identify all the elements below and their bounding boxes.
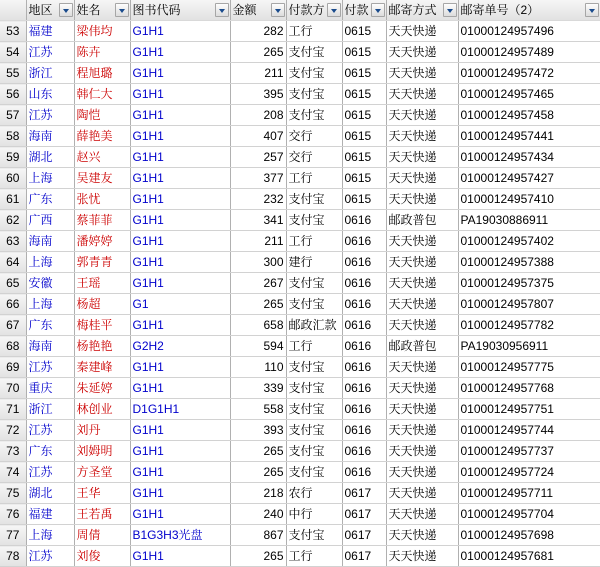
cell-ship[interactable]: 天天快递: [386, 273, 458, 294]
cell-payno[interactable]: 0617: [342, 525, 386, 546]
cell-ship[interactable]: 天天快递: [386, 147, 458, 168]
row-header-cell[interactable]: 53: [0, 21, 26, 42]
cell-track[interactable]: 01000124957458: [458, 105, 600, 126]
cell-payno[interactable]: 0616: [342, 252, 386, 273]
cell-track[interactable]: 01000124957768: [458, 378, 600, 399]
cell-ship[interactable]: 天天快递: [386, 378, 458, 399]
cell-amount[interactable]: 265: [230, 462, 286, 483]
cell-payno[interactable]: 0615: [342, 105, 386, 126]
table-body: [0, 21, 600, 567]
table-row[interactable]: [0, 378, 600, 399]
cell-name[interactable]: 周倩: [74, 525, 130, 546]
cell-track[interactable]: 01000124957744: [458, 420, 600, 441]
cell-payno[interactable]: 0617: [342, 483, 386, 504]
cell-payno[interactable]: 0615: [342, 126, 386, 147]
cell-region[interactable]: 海南: [26, 126, 74, 147]
row-header-cell[interactable]: 66: [0, 294, 26, 315]
cell-name[interactable]: 方圣堂: [74, 462, 130, 483]
cell-amount[interactable]: 211: [230, 63, 286, 84]
table-row[interactable]: [0, 462, 600, 483]
cell-name[interactable]: 秦建峰: [74, 357, 130, 378]
cell-code[interactable]: B1G3H3光盘: [130, 525, 230, 546]
table-row[interactable]: [0, 399, 600, 420]
row-header-cell[interactable]: 67: [0, 315, 26, 336]
cell-pay[interactable]: 支付宝: [286, 63, 342, 84]
row-header-cell[interactable]: 70: [0, 378, 26, 399]
cell-ship[interactable]: 天天快递: [386, 168, 458, 189]
cell-track[interactable]: 01000124957775: [458, 357, 600, 378]
row-header-cell[interactable]: 63: [0, 231, 26, 252]
cell-pay[interactable]: 工行: [286, 231, 342, 252]
cell-name[interactable]: 梅桂平: [74, 315, 130, 336]
cell-code[interactable]: G1H1: [130, 189, 230, 210]
table-row[interactable]: [0, 357, 600, 378]
cell-name[interactable]: 郭青青: [74, 252, 130, 273]
cell-code[interactable]: D1G1H1: [130, 399, 230, 420]
table-row[interactable]: [0, 273, 600, 294]
row-header-cell[interactable]: 68: [0, 336, 26, 357]
cell-region[interactable]: 福建: [26, 21, 74, 42]
cell-region[interactable]: 上海: [26, 525, 74, 546]
cell-amount[interactable]: 395: [230, 84, 286, 105]
row-header-cell[interactable]: 64: [0, 252, 26, 273]
cell-region[interactable]: 上海: [26, 294, 74, 315]
cell-pay[interactable]: 支付宝: [286, 84, 342, 105]
cell-region[interactable]: 重庆: [26, 378, 74, 399]
cell-region[interactable]: 海南: [26, 231, 74, 252]
table-row[interactable]: [0, 546, 600, 567]
column-header-payno-label: 付款: [344, 3, 369, 17]
cell-ship[interactable]: 天天快递: [386, 483, 458, 504]
cell-payno[interactable]: 0615: [342, 84, 386, 105]
table-row[interactable]: [0, 315, 600, 336]
cell-track[interactable]: 01000124957724: [458, 462, 600, 483]
cell-payno[interactable]: 0616: [342, 441, 386, 462]
cell-track[interactable]: 01000124957375: [458, 273, 600, 294]
cell-track[interactable]: 01000124957441: [458, 126, 600, 147]
cell-region[interactable]: 广东: [26, 189, 74, 210]
cell-track[interactable]: 01000124957711: [458, 483, 600, 504]
cell-ship[interactable]: 天天快递: [386, 63, 458, 84]
table-row[interactable]: [0, 294, 600, 315]
table-row[interactable]: [0, 126, 600, 147]
cell-name[interactable]: 潘婷婷: [74, 231, 130, 252]
table-row[interactable]: [0, 168, 600, 189]
cell-pay[interactable]: 工行: [286, 546, 342, 567]
cell-amount[interactable]: 110: [230, 357, 286, 378]
column-header-track-label: 邮寄单号（2）: [460, 3, 540, 17]
cell-region[interactable]: 广东: [26, 441, 74, 462]
cell-name[interactable]: 杨超: [74, 294, 130, 315]
filter-dropdown-icon-region[interactable]: [59, 3, 73, 17]
cell-pay[interactable]: 支付宝: [286, 273, 342, 294]
cell-code[interactable]: G1H1: [130, 441, 230, 462]
row-header-cell[interactable]: 54: [0, 42, 26, 63]
cell-code[interactable]: G1H1: [130, 147, 230, 168]
cell-amount[interactable]: 594: [230, 336, 286, 357]
cell-pay[interactable]: 支付宝: [286, 399, 342, 420]
column-header-region[interactable]: [26, 0, 74, 21]
cell-ship[interactable]: 天天快递: [386, 126, 458, 147]
table-row[interactable]: [0, 231, 600, 252]
table-row[interactable]: [0, 483, 600, 504]
cell-pay[interactable]: 支付宝: [286, 189, 342, 210]
cell-amount[interactable]: 265: [230, 546, 286, 567]
cell-name[interactable]: 陈卉: [74, 42, 130, 63]
cell-code[interactable]: G1: [130, 294, 230, 315]
column-header-amount-label: 金额: [232, 3, 257, 17]
cell-payno[interactable]: 0616: [342, 399, 386, 420]
row-header-cell[interactable]: 60: [0, 168, 26, 189]
cell-region[interactable]: 安徽: [26, 273, 74, 294]
cell-region[interactable]: 广东: [26, 315, 74, 336]
cell-pay[interactable]: 农行: [286, 483, 342, 504]
cell-code[interactable]: G1H1: [130, 483, 230, 504]
cell-name[interactable]: 赵兴: [74, 147, 130, 168]
cell-name[interactable]: 刘俊: [74, 546, 130, 567]
cell-track[interactable]: 01000124957698: [458, 525, 600, 546]
row-header-cell[interactable]: 57: [0, 105, 26, 126]
cell-pay[interactable]: 支付宝: [286, 42, 342, 63]
cell-track[interactable]: 01000124957496: [458, 21, 600, 42]
cell-track[interactable]: 01000124957427: [458, 168, 600, 189]
cell-region[interactable]: 江苏: [26, 105, 74, 126]
cell-region[interactable]: 江苏: [26, 462, 74, 483]
cell-pay[interactable]: 支付宝: [286, 441, 342, 462]
cell-amount[interactable]: 377: [230, 168, 286, 189]
table-row[interactable]: [0, 210, 600, 231]
cell-payno[interactable]: 0615: [342, 189, 386, 210]
cell-code[interactable]: G1H1: [130, 168, 230, 189]
cell-name[interactable]: 程旭璐: [74, 63, 130, 84]
cell-code[interactable]: G1H1: [130, 420, 230, 441]
cell-pay[interactable]: 支付宝: [286, 525, 342, 546]
cell-ship[interactable]: 天天快递: [386, 525, 458, 546]
cell-amount[interactable]: 267: [230, 273, 286, 294]
cell-code[interactable]: G1H1: [130, 252, 230, 273]
cell-code[interactable]: G1H1: [130, 504, 230, 525]
table-row[interactable]: [0, 63, 600, 84]
row-header-cell[interactable]: 76: [0, 504, 26, 525]
table-row[interactable]: [0, 21, 600, 42]
cell-code[interactable]: G1H1: [130, 210, 230, 231]
cell-ship[interactable]: 天天快递: [386, 252, 458, 273]
cell-amount[interactable]: 232: [230, 189, 286, 210]
cell-payno[interactable]: 0615: [342, 63, 386, 84]
cell-code[interactable]: G1H1: [130, 357, 230, 378]
cell-region[interactable]: 福建: [26, 504, 74, 525]
cell-ship[interactable]: 天天快递: [386, 462, 458, 483]
cell-region[interactable]: 广西: [26, 210, 74, 231]
column-header-amount[interactable]: [230, 0, 286, 21]
cell-ship[interactable]: 邮政普包: [386, 336, 458, 357]
table-row[interactable]: [0, 252, 600, 273]
column-header-region-label: 地区: [28, 3, 53, 17]
cell-code[interactable]: G1H1: [130, 462, 230, 483]
filter-dropdown-icon-payno[interactable]: [371, 3, 385, 17]
cell-ship[interactable]: 天天快递: [386, 294, 458, 315]
cell-ship[interactable]: 天天快递: [386, 399, 458, 420]
cell-name[interactable]: 朱延婷: [74, 378, 130, 399]
cell-payno[interactable]: 0616: [342, 336, 386, 357]
cell-ship[interactable]: 天天快递: [386, 420, 458, 441]
cell-pay[interactable]: 支付宝: [286, 462, 342, 483]
column-header-code[interactable]: [130, 0, 230, 21]
cell-amount[interactable]: 265: [230, 294, 286, 315]
row-header-cell[interactable]: 55: [0, 63, 26, 84]
cell-region[interactable]: 上海: [26, 252, 74, 273]
column-header-pay[interactable]: [286, 0, 342, 21]
cell-pay[interactable]: 工行: [286, 21, 342, 42]
column-header-pay-label: 付款方: [288, 3, 325, 17]
cell-name[interactable]: 王若禹: [74, 504, 130, 525]
header-row: [0, 0, 600, 21]
table-header: [0, 0, 600, 21]
cell-region[interactable]: 浙江: [26, 399, 74, 420]
cell-code[interactable]: G1H1: [130, 231, 230, 252]
cell-ship[interactable]: 天天快递: [386, 21, 458, 42]
cell-payno[interactable]: 0616: [342, 294, 386, 315]
cell-payno[interactable]: 0616: [342, 231, 386, 252]
row-header-cell[interactable]: 75: [0, 483, 26, 504]
column-header-ship-label: 邮寄方式: [388, 3, 437, 17]
cell-pay[interactable]: 交行: [286, 126, 342, 147]
cell-name[interactable]: 陶恺: [74, 105, 130, 126]
row-header-cell[interactable]: 65: [0, 273, 26, 294]
table-row[interactable]: [0, 525, 600, 546]
cell-name[interactable]: 王华: [74, 483, 130, 504]
cell-name[interactable]: 杨艳艳: [74, 336, 130, 357]
filter-dropdown-icon-ship[interactable]: [443, 3, 457, 17]
cell-amount[interactable]: 393: [230, 420, 286, 441]
cell-ship[interactable]: 天天快递: [386, 504, 458, 525]
cell-amount[interactable]: 341: [230, 210, 286, 231]
cell-pay[interactable]: 工行: [286, 168, 342, 189]
cell-ship[interactable]: 天天快递: [386, 42, 458, 63]
cell-code[interactable]: G1H1: [130, 315, 230, 336]
cell-pay[interactable]: 支付宝: [286, 378, 342, 399]
cell-region[interactable]: 湖北: [26, 483, 74, 504]
cell-name[interactable]: 蔡菲菲: [74, 210, 130, 231]
table-row[interactable]: [0, 441, 600, 462]
cell-name[interactable]: 吴建友: [74, 168, 130, 189]
cell-track[interactable]: PA19030886911: [458, 210, 600, 231]
cell-code[interactable]: G1H1: [130, 42, 230, 63]
cell-amount[interactable]: 300: [230, 252, 286, 273]
cell-code[interactable]: G2H2: [130, 336, 230, 357]
cell-amount[interactable]: 282: [230, 21, 286, 42]
cell-region[interactable]: 江苏: [26, 420, 74, 441]
cell-name[interactable]: 梁伟均: [74, 21, 130, 42]
cell-track[interactable]: 01000124957751: [458, 399, 600, 420]
table-row[interactable]: [0, 336, 600, 357]
corner-select-all[interactable]: [0, 0, 26, 21]
cell-ship[interactable]: 天天快递: [386, 357, 458, 378]
cell-code[interactable]: G1H1: [130, 105, 230, 126]
cell-amount[interactable]: 867: [230, 525, 286, 546]
cell-track[interactable]: 01000124957388: [458, 252, 600, 273]
cell-ship[interactable]: 天天快递: [386, 189, 458, 210]
column-header-name-label: 姓名: [76, 3, 101, 17]
table-row[interactable]: [0, 189, 600, 210]
cell-region[interactable]: 江苏: [26, 357, 74, 378]
cell-payno[interactable]: 0615: [342, 168, 386, 189]
cell-pay[interactable]: 工行: [286, 336, 342, 357]
cell-payno[interactable]: 0615: [342, 147, 386, 168]
table-row[interactable]: [0, 84, 600, 105]
row-header-cell[interactable]: 77: [0, 525, 26, 546]
cell-payno[interactable]: 0615: [342, 21, 386, 42]
cell-code[interactable]: G1H1: [130, 546, 230, 567]
filter-dropdown-icon-amount[interactable]: [271, 3, 285, 17]
cell-payno[interactable]: 0616: [342, 273, 386, 294]
cell-track[interactable]: 01000124957472: [458, 63, 600, 84]
filter-dropdown-icon-track[interactable]: [585, 3, 599, 17]
cell-name[interactable]: 张忧: [74, 189, 130, 210]
table-row[interactable]: [0, 420, 600, 441]
cell-payno[interactable]: 0615: [342, 42, 386, 63]
cell-pay[interactable]: 建行: [286, 252, 342, 273]
table-row[interactable]: [0, 504, 600, 525]
cell-code[interactable]: G1H1: [130, 378, 230, 399]
cell-payno[interactable]: 0616: [342, 357, 386, 378]
cell-track[interactable]: PA19030956911: [458, 336, 600, 357]
cell-ship[interactable]: 天天快递: [386, 105, 458, 126]
cell-pay[interactable]: 支付宝: [286, 420, 342, 441]
cell-track[interactable]: 01000124957402: [458, 231, 600, 252]
row-header-cell[interactable]: 74: [0, 462, 26, 483]
table-row[interactable]: [0, 42, 600, 63]
cell-amount[interactable]: 240: [230, 504, 286, 525]
cell-code[interactable]: G1H1: [130, 63, 230, 84]
column-header-payno[interactable]: [342, 0, 386, 21]
row-header-cell[interactable]: 58: [0, 126, 26, 147]
cell-ship[interactable]: 天天快递: [386, 546, 458, 567]
cell-region[interactable]: 湖北: [26, 147, 74, 168]
cell-ship[interactable]: 天天快递: [386, 231, 458, 252]
cell-payno[interactable]: 0617: [342, 546, 386, 567]
cell-amount[interactable]: 218: [230, 483, 286, 504]
cell-track[interactable]: 01000124957434: [458, 147, 600, 168]
table-row[interactable]: [0, 105, 600, 126]
cell-pay[interactable]: 邮政汇款: [286, 315, 342, 336]
row-header-cell[interactable]: 69: [0, 357, 26, 378]
cell-payno[interactable]: 0616: [342, 378, 386, 399]
cell-pay[interactable]: 交行: [286, 147, 342, 168]
cell-code[interactable]: G1H1: [130, 84, 230, 105]
cell-payno[interactable]: 0616: [342, 420, 386, 441]
cell-region[interactable]: 江苏: [26, 546, 74, 567]
cell-pay[interactable]: 支付宝: [286, 105, 342, 126]
cell-payno[interactable]: 0616: [342, 315, 386, 336]
row-header-cell[interactable]: 62: [0, 210, 26, 231]
cell-track[interactable]: 01000124957410: [458, 189, 600, 210]
filter-dropdown-icon-name[interactable]: [115, 3, 129, 17]
cell-code[interactable]: G1H1: [130, 126, 230, 147]
filter-dropdown-icon-code[interactable]: [215, 3, 229, 17]
cell-amount[interactable]: 208: [230, 105, 286, 126]
row-header-cell[interactable]: 61: [0, 189, 26, 210]
cell-amount[interactable]: 265: [230, 42, 286, 63]
cell-region[interactable]: 浙江: [26, 63, 74, 84]
row-header-cell[interactable]: 59: [0, 147, 26, 168]
cell-name[interactable]: 林创业: [74, 399, 130, 420]
cell-pay[interactable]: 支付宝: [286, 210, 342, 231]
row-header-cell[interactable]: 56: [0, 84, 26, 105]
cell-track[interactable]: 01000124957681: [458, 546, 600, 567]
row-header-cell[interactable]: 78: [0, 546, 26, 567]
cell-code[interactable]: G1H1: [130, 21, 230, 42]
column-header-name[interactable]: [74, 0, 130, 21]
row-header-cell[interactable]: 73: [0, 441, 26, 462]
cell-payno[interactable]: 0617: [342, 504, 386, 525]
cell-ship[interactable]: 邮政普包: [386, 210, 458, 231]
cell-name[interactable]: 刘丹: [74, 420, 130, 441]
column-header-code-label: 图书代码: [132, 3, 181, 17]
table-row[interactable]: [0, 147, 600, 168]
cell-track[interactable]: 01000124957465: [458, 84, 600, 105]
cell-ship[interactable]: 天天快递: [386, 441, 458, 462]
cell-track[interactable]: 01000124957704: [458, 504, 600, 525]
cell-amount[interactable]: 339: [230, 378, 286, 399]
cell-pay[interactable]: 支付宝: [286, 357, 342, 378]
column-header-ship[interactable]: [386, 0, 458, 21]
cell-track[interactable]: 01000124957782: [458, 315, 600, 336]
cell-amount[interactable]: 658: [230, 315, 286, 336]
cell-payno[interactable]: 0616: [342, 210, 386, 231]
row-header-cell[interactable]: 72: [0, 420, 26, 441]
cell-ship[interactable]: 天天快递: [386, 84, 458, 105]
cell-region[interactable]: 上海: [26, 168, 74, 189]
filter-dropdown-icon-pay[interactable]: [327, 3, 341, 17]
cell-region[interactable]: 海南: [26, 336, 74, 357]
cell-amount[interactable]: 257: [230, 147, 286, 168]
cell-code[interactable]: G1H1: [130, 273, 230, 294]
cell-amount[interactable]: 407: [230, 126, 286, 147]
cell-region[interactable]: 江苏: [26, 42, 74, 63]
cell-name[interactable]: 薛艳美: [74, 126, 130, 147]
cell-track[interactable]: 01000124957489: [458, 42, 600, 63]
cell-track[interactable]: 01000124957807: [458, 294, 600, 315]
cell-pay[interactable]: 中行: [286, 504, 342, 525]
cell-amount[interactable]: 211: [230, 231, 286, 252]
cell-name[interactable]: 韩仁大: [74, 84, 130, 105]
cell-name[interactable]: 王瑶: [74, 273, 130, 294]
cell-amount[interactable]: 265: [230, 441, 286, 462]
cell-pay[interactable]: 支付宝: [286, 294, 342, 315]
cell-track[interactable]: 01000124957737: [458, 441, 600, 462]
cell-payno[interactable]: 0616: [342, 462, 386, 483]
cell-region[interactable]: 山东: [26, 84, 74, 105]
cell-amount[interactable]: 558: [230, 399, 286, 420]
column-header-track[interactable]: [458, 0, 600, 21]
cell-ship[interactable]: 天天快递: [386, 315, 458, 336]
cell-name[interactable]: 刘姆明: [74, 441, 130, 462]
row-header-cell[interactable]: 71: [0, 399, 26, 420]
